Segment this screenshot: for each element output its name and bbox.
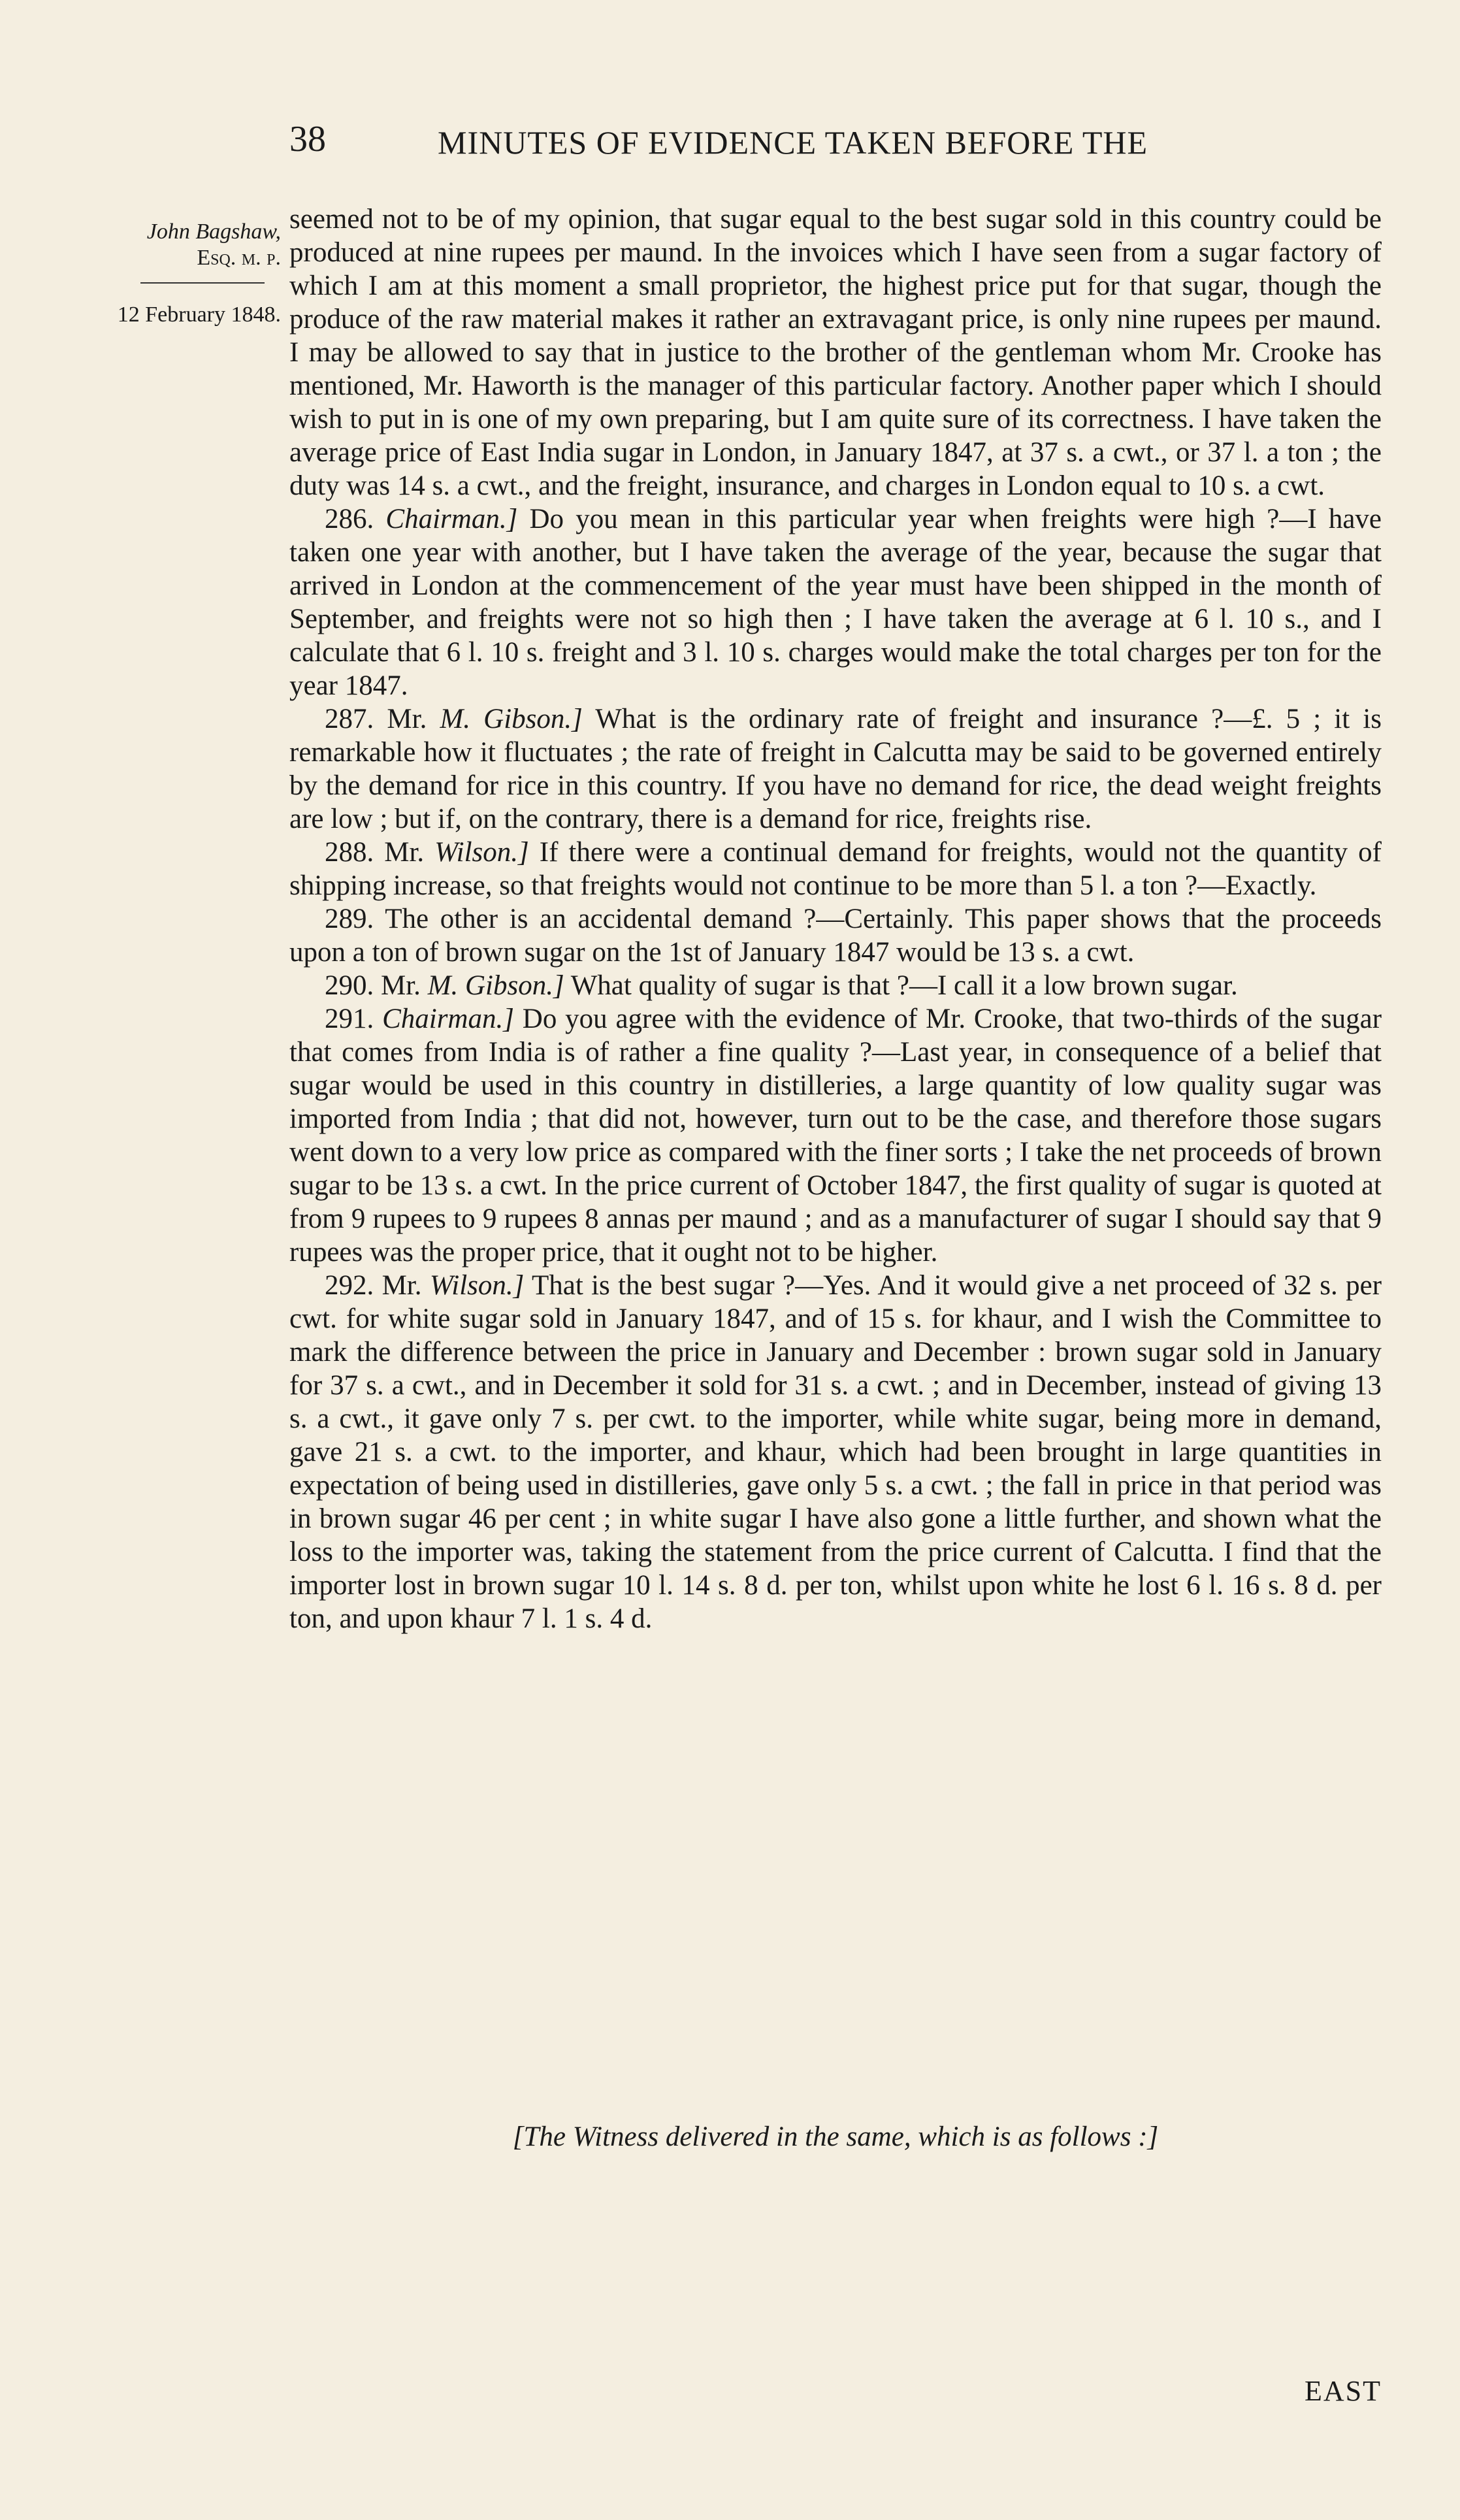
question-number: 286. <box>325 504 374 534</box>
running-head: MINUTES OF EVIDENCE TAKEN BEFORE THE <box>438 124 1148 161</box>
paragraph-text: seemed not to be of my opinion, that sugar equal to the best sugar sold in this country could be produced at nine rupees per maund. In the invoices which I have seen from a sugar factory of which I am at this moment a small proprietor, the highest price put for that sugar, though the produce of the raw material makes it rather an extravagant price, is only nine rupees per maund. I may be allowed to say that in justice to the brother of the gentleman whom Mr. Crooke has mentioned, Mr. Haworth is the manager of this particular factory. Another paper which I should wish to put in is one of my own preparing, but I am quite sure of its correctness. I have taken the average price of East India sugar in London, in January 1847, at 37 s. a cwt., or 37 l. a ton ; the duty was 14 s. a cwt., and the freight, insurance, and charges in London equal to 10 s. a cwt. <box>289 204 1382 501</box>
question-number: 290. <box>325 970 374 1001</box>
question-292 <box>289 1269 1382 1635</box>
question-number: 289. <box>325 904 374 934</box>
question-number: 287. <box>325 704 374 734</box>
witness-name: John Bagshaw, <box>146 220 281 244</box>
speaker: Chairman.] <box>385 504 518 534</box>
catchword: EAST <box>1305 2375 1382 2407</box>
paragraph-text: That is the best sugar ?—Yes. And it would give a net proceed of 32 s. per cwt. for white sugar sold in January 1847, and of 15 s. for khaur, and I wish the Committee to mark the difference between the price in January and December : brown sugar sold in January for 37 s. a cwt., and in December it sold for 31 s. a cwt. ; and in December, instead of giving 13 s. a cwt., it gave only 7 s. per cwt. to the importer, while white sugar, being more in demand, gave 21 s. a cwt. to the importer, and khaur, which had been brought in large quantities in expectation of being used in distilleries, gave only 5 s. a cwt. ; the fall in price in that period was in brown sugar 46 per cent ; in white sugar I have also gone a little further, and shown what the loss to the importer was, taking the statement from the price current of Calcutta. I find that the importer lost in brown sugar 10 l. 14 s. 8 d. per ton, whilst upon white he lost 6 l. 16 s. 8 d. per ton, and upon khaur 7 l. 1 s. 4 d. <box>289 1270 1382 1634</box>
evidence-date: 12 February 1848. <box>117 303 281 327</box>
speaker-prefix: Mr. <box>384 837 425 868</box>
speaker-prefix: Mr. <box>387 704 427 734</box>
paragraph-text: What is the ordinary rate of freight and insurance ?—£. 5 ; it is remarkable how it fluctuates ; the rate of freight in Calcutta may be said to be governed entirely by the demand for rice in this country. If you have no demand for rice, the dead weight freights are low ; but if, on the contrary, there is a demand for rice, freights rise. <box>289 704 1382 834</box>
question-290 <box>289 969 1382 1002</box>
paragraph-text: What quality of sugar is that ?—I call it a low brown sugar. <box>570 970 1238 1001</box>
question-291 <box>289 1002 1382 1269</box>
speaker: M. Gibson.] <box>427 970 564 1001</box>
paragraph-text: Do you mean in this particular year when freights were high ?—I have taken one year with another, but I have taken the average of the year, because the sugar that arrived in London at the commencement of the year must have been shipped in the month of September, and freights were not so high then ; I have taken the average at 6 l. 10 s., and I calculate that 6 l. 10 s. freight and 3 l. 10 s. charges would make the total charges per ton for the year 1847. <box>289 504 1382 701</box>
question-289 <box>289 902 1382 969</box>
speaker: Chairman.] <box>382 1004 514 1034</box>
question-286 <box>289 502 1382 702</box>
paragraph-text: If there were a continual demand for freights, would not the quantity of shipping increase, so that freights would not continue to be more than 5 l. a ton ?—Exactly. <box>289 837 1382 901</box>
paragraph-continuation <box>289 203 1382 502</box>
stage-direction: [The Witness delivered in the same, which is as follows :] <box>512 2121 1159 2152</box>
question-288 <box>289 836 1382 902</box>
question-number: 291. <box>325 1004 374 1034</box>
question-number: 288. <box>325 837 374 868</box>
evidence-body <box>289 203 1382 1635</box>
speaker: M. Gibson.] <box>440 704 583 734</box>
speaker-prefix: Mr. <box>381 970 421 1001</box>
page-number: 38 <box>289 119 326 159</box>
witness-title: Esq. m. p. <box>197 246 281 270</box>
speaker-prefix: Mr. <box>381 1270 422 1301</box>
question-287 <box>289 702 1382 836</box>
speaker: Wilson.] <box>434 837 529 868</box>
question-number: 292. <box>325 1270 374 1301</box>
paragraph-text: Do you agree with the evidence of Mr. Crooke, that two-thirds of the sugar that comes from India is of rather a fine quality ?—Last year, in consequence of a belief that sugar would be used in this country in distilleries, a large quantity of low quality sugar was imported from India ; that did not, however, turn out to be the case, and therefore those sugars went down to a very low price as compared with the finer sorts ; I take the net proceeds of brown sugar to be 13 s. a cwt. In the price current of October 1847, the first quality of sugar is quoted at from 9 rupees to 9 rupees 8 annas per maund ; and as a manufacturer of sugar I should say that 9 rupees was the proper price, that it ought not to be higher. <box>289 1004 1382 1268</box>
speaker: Wilson.] <box>429 1270 525 1301</box>
paragraph-text: The other is an accidental demand ?—Certainly. This paper shows that the proceeds upon a ton of brown sugar on the 1st of January 1847 would be 13 s. a cwt. <box>289 904 1382 968</box>
margin-divider <box>140 282 265 284</box>
